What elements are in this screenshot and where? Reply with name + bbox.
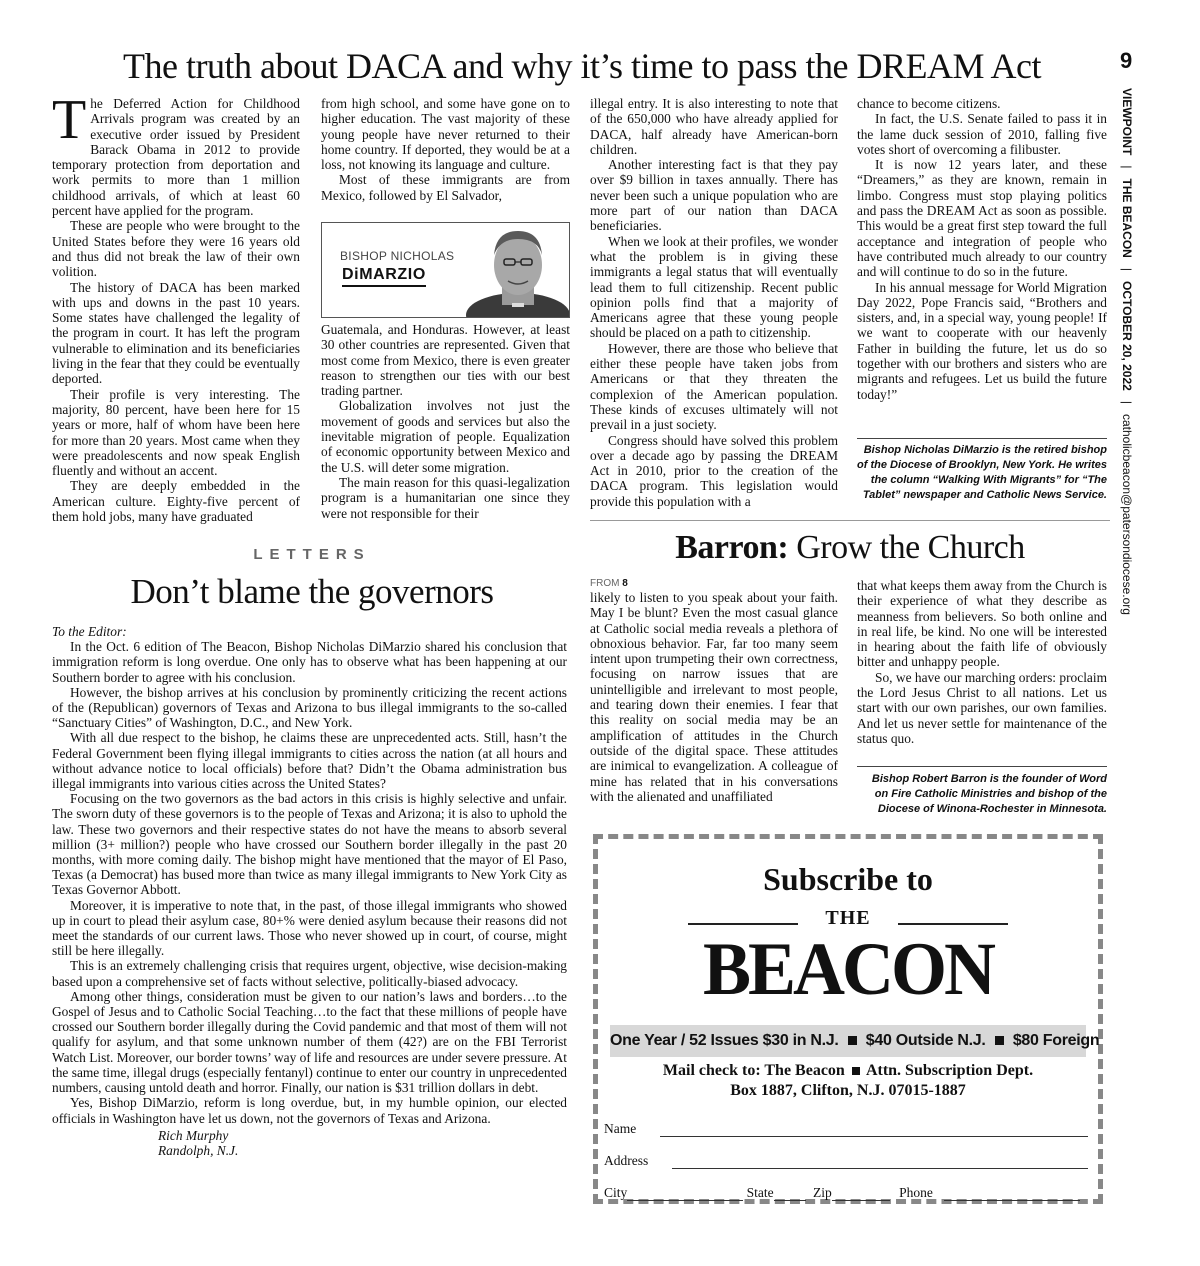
paragraph: In the Oct. 6 edition of The Beacon, Bishop Nicholas DiMarzio shared his conclusion that immigration reform is long overdue. One only has to observe what has been happening at our Southern border to agree with his conclusion. [52, 639, 567, 685]
logo-beacon: BEACON [702, 927, 994, 1011]
byline-name: DiMARZIO [342, 266, 426, 287]
address-field[interactable] [672, 1154, 1088, 1169]
paragraph: Among other things, consideration must be given to our nation’s laws and borders…to the Gospel of Jesus and to Catholic Social Teaching…to the fact that these millions of people have crossed our Southern border illegally during the Covid pandemic and that most of them will not qualify for asylum, and that some unknown number of them (42?) are on the FBI Terrorist Watch List. Moreover, our border towns’ way of life and resources are under severe pressure. At the same time, illegal drugs (especially fentanyl) continue to enter our country in unprecedented numbers, causing untold death and horror. Finally, our nation is $31 trillion dollars in debt. [52, 988, 567, 1096]
letters-headline: Don’t blame the governors [130, 572, 494, 611]
paragraph: Globalization involves not just the movement of goods and services but also the inevitable migration of people. Equalization of economic opportunity between Mexico and the U.S. will deter some migration. [321, 398, 570, 475]
mail-line-2: Box 1887, Clifton, N.J. 07015-1887 [730, 1082, 966, 1099]
price-banner [610, 1025, 1100, 1057]
city-row [604, 1185, 1096, 1217]
address-row [604, 1153, 1096, 1185]
paragraph: So, we have our marching orders: proclaim the Lord Jesus Christ to all nations. Let us start with our own parishes, our own families. And let us never settle for maintenance of the status quo. [857, 669, 1107, 746]
paragraph: Congress should have solved this problem over a decade ago by passing the DREAM Act in 2010, prior to the creation of the DACA program. This legislation would provide this population with a [590, 432, 838, 509]
zip-label: Zip [813, 1185, 832, 1200]
barron-headline-rest: Grow the Church [788, 529, 1025, 566]
bullet-square-icon [848, 1036, 857, 1045]
price-nj: One Year / 52 Issues $30 in N.J. [610, 1032, 839, 1049]
paragraph: However, there are those who believe that either these people have taken jobs from Americans or that they threaten the complexion of the American population. These kinds of excuses ultimately will not prevail in a just society. [590, 340, 838, 433]
subscription-form [604, 1121, 1096, 1217]
letters-section-label: LETTERS [253, 546, 371, 563]
paragraph: These are people who were brought to the United States before they were 16 years old and thus did not break the law of their own volition. [52, 218, 300, 280]
paragraph: he Deferred Action for Childhood Arrivals program was created by an executive order issued by President Barack Obama in 2012 to provide temporary protection from deportation and work permits to more than 1 million childhood arrivals, of which at least 60 percent have applied for the program. [52, 96, 300, 219]
price-outside: $40 Outside N.J. [865, 1032, 986, 1049]
signature-place: Randolph, N.J. [158, 1142, 239, 1158]
barron-headline [590, 526, 1110, 570]
byline-box [321, 222, 570, 318]
paragraph: The main reason for this quasi-legalization program is a humanitarian one since they were not responsible for their [321, 474, 570, 521]
salutation: To the Editor: [52, 624, 127, 639]
byline-title: BISHOP NICHOLAS [340, 249, 455, 263]
daca-column-1 [52, 89, 300, 525]
paragraph: Their profile is very interesting. The majority, 80 percent, have been here for 15 years or more, half of whom have been here for more than 20 years. Most came when they were preadolescents and now speak English fluently and without an accent. [52, 386, 300, 479]
subscribe-title: Subscribe to [763, 861, 933, 897]
name-field[interactable] [660, 1122, 1088, 1137]
price-foreign: $80 Foreign [1012, 1032, 1100, 1049]
name-row [604, 1121, 1096, 1153]
sidebar-separator: | [1120, 400, 1134, 404]
paragraph: When we look at their profiles, we wonder what the problem is in giving these immigrants a legal status that will eventually lead them to full citizenship. Recent public opinion polls find that a majority of Americans agree that these young people should be placed on a path to citizenship. [590, 233, 838, 341]
paragraph: The history of DACA has been marked with ups and downs in the past 10 years. Some states have challenged the legality of the program in court. It has left the program vulnerable to elimination and its beneficiaries living in the fear that they could be eventually deported. [52, 279, 300, 387]
section-divider [590, 520, 1110, 521]
paragraph: However, the bishop arrives at his conclusion by prominently criticizing the recent actions of the (Republican) governors of Texas and Arizona to bus illegal immigrants to the so-called “Sanctuary Cities” of Washington, D.C., and New York. [52, 684, 567, 731]
barron-column-1 [590, 578, 838, 804]
daca-column-4 [857, 96, 1107, 402]
name-label: Name [604, 1121, 637, 1136]
paragraph: from high school, and some have gone on to higher education. The vast majority of these young people have never returned to their home country. If deported, they would be at a loss, not knowing its language and culture. [321, 96, 570, 173]
daca-column-2-continued [321, 322, 570, 521]
state-field[interactable] [774, 1186, 806, 1201]
beacon-logo [678, 903, 1018, 1013]
paragraph: This is an extremely challenging crisis that requires urgent, objective, wise decision-making based upon a comprehensive set of facts without selective, politically-biased advocacy. [52, 958, 567, 989]
bio-divider [857, 766, 1107, 767]
daca-column-2 [321, 96, 570, 203]
website-label: catholicbeacon@patersondiocese.org [1120, 413, 1134, 615]
city-field[interactable] [627, 1186, 743, 1201]
paragraph: In fact, the U.S. Senate failed to pass it in the lame duck session of 2010, falling five votes short of overcoming a filibuster. [857, 111, 1107, 157]
author-bio: Bishop Nicholas DiMarzio is the retired bishop of the Diocese of Brooklyn, New York. He writes the column “Walking With Migrants” for “The Tablet” newspaper and Catholic News Service. [857, 444, 1108, 501]
drop-cap: T [52, 89, 87, 151]
barron-bio: Bishop Robert Barron is the founder of Word on Fire Catholic Ministries and bishop of the Diocese of Winona-Rochester in Minnesota. [871, 773, 1107, 815]
paragraph: that what keeps them away from the Church is their experience of what they describe as meanness from believers. So both online and in real life, be kind. No one will be interested in hearing about the faith life of obviously bitter and unhappy people. [857, 578, 1107, 670]
zip-field[interactable] [832, 1186, 890, 1201]
paragraph: Yes, Bishop DiMarzio, reform is long overdue, but, in my humble opinion, our elected officials in Washington have let us down, not the governors of Texas and Arizona. [52, 1095, 567, 1126]
paragraph: Another interesting fact is that they pay over $9 billion in taxes annually. There has never been such a unique population who are more part of our nation than DACA beneficiaries. [590, 157, 838, 234]
paragraph: chance to become citizens. [857, 96, 1001, 111]
barron-headline-bold: Barron: [675, 529, 789, 566]
phone-field[interactable] [944, 1186, 1080, 1201]
paragraph: Moreover, it is imperative to note that, in the past, of those illegal immigrants who showed up in court to plead their asylum case, 80+% were denied asylum because their reasons did not meet the standards of our current laws. Those who never showed up in court, of course, might still be here illegally. [52, 897, 567, 959]
paragraph: illegal entry. It is also interesting to note that of the 650,000 who have already applied for DACA, half already have American-born children. [590, 96, 838, 157]
paragraph: likely to listen to you speak about your faith. May I be blunt? Even the most casual glance at Catholic social media reveals a plethora of obnoxious behavior. Far, far too many seem intent upon trumpeting their own correctness, focusing on narrow issues that are unintelligible and irrelevant to most people, and tearing down their enemies. I fear that this reality on social media may be an amplification of attitudes in the Church outside of the digital space. These attitudes are inimical to evangelization. A colleague of mine has related that in his conversations with the alienated and unaffiliated [590, 590, 838, 804]
paragraph: Guatemala, and Honduras. However, at least 30 other countries are represented. Given that most come from Mexico, there is even greater reason to strengthen our ties with our best trading partner. [321, 322, 570, 399]
from-label: FROM [590, 578, 620, 589]
daca-column-3 [590, 96, 838, 509]
subscription-box [593, 834, 1103, 1204]
paragraph: With all due respect to the bishop, he claims these are unprecedented acts. Still, hasn’t the Federal Government been flying illegal immigrants to cities across the nation (at all hours and without advance notice to local officials) before that? Didn’t the Obama administration bus illegal immigrants into various cities across the United States? [52, 730, 567, 792]
letter-body [52, 624, 567, 1158]
address-label: Address [604, 1153, 649, 1168]
mail-attn: Attn. Subscription Dept. [865, 1062, 1034, 1079]
section-label: VIEWPOINT [1120, 88, 1134, 156]
sidebar-separator: | [1120, 165, 1134, 169]
paragraph: They are deeply embedded in the American culture. Eighty-five percent of them hold jobs, many have graduated [52, 478, 300, 525]
paragraph: Focusing on the two governors as the bad actors in this crisis is highly selective and unfair. The sworn duty of these governors is to the people of Texas and Arizona; it is also to uphold the law. These two governors and their respective states do not have the means to absorb several million (3+ million?) people who have crossed our Southern border illegally in the past 20 months, with more coming daily. The bishop might have mentioned that the mayor of El Paso, Texas (a Democrat) has bused more than twice as many illegal immigrants to New York City as Texas Governor Abbott. [52, 791, 567, 898]
mail-instructions [598, 1061, 1098, 1101]
mail-line-1 [598, 1061, 1098, 1081]
daca-headline: The truth about DACA and why it’s time to pass the DREAM Act [123, 46, 1041, 86]
paragraph: It is now 12 years later, and these “Dreamers,” as they are known, remain in limbo. Congress must stop playing politics and pass the DREAM Act as soon as possible. This would be a great first step toward the full acceptance and integration of people who have contributed much already to our country and will continue to do so in the future. [857, 157, 1107, 280]
logo-the: THE [825, 907, 871, 929]
paragraph: In his annual message for World Migration Day 2022, Pope Francis said, “Brothers and sisters, and, in a special way, young people! If we want to cooperate with our heavenly Father in building the future, let us do so together with our brothers and sisters who are migrants and refugees. Let us build the future today!” [857, 279, 1107, 402]
sidebar-separator: | [1120, 267, 1134, 271]
signature-name: Rich Murphy [158, 1127, 229, 1143]
paragraph: Most of these immigrants are from Mexico, followed by El Salvador, [321, 172, 570, 203]
bishop-portrait-photo [462, 223, 570, 318]
barron-column-2 [857, 578, 1107, 746]
paper-label: THE BEACON [1120, 178, 1134, 258]
state-label: State [746, 1185, 774, 1200]
bullet-square-icon [852, 1067, 860, 1075]
date-label: OCTOBER 20, 2022 [1120, 281, 1134, 391]
bullet-square-icon [995, 1036, 1004, 1045]
sidebar-strip [1120, 88, 1134, 615]
city-label: City [604, 1185, 628, 1200]
bio-divider [857, 438, 1107, 439]
from-page: 8 [622, 578, 628, 589]
mail-to: Mail check to: The Beacon [662, 1062, 845, 1079]
jump-line [590, 578, 838, 590]
page-number: 9 [1120, 48, 1133, 73]
phone-label: Phone [899, 1185, 933, 1200]
